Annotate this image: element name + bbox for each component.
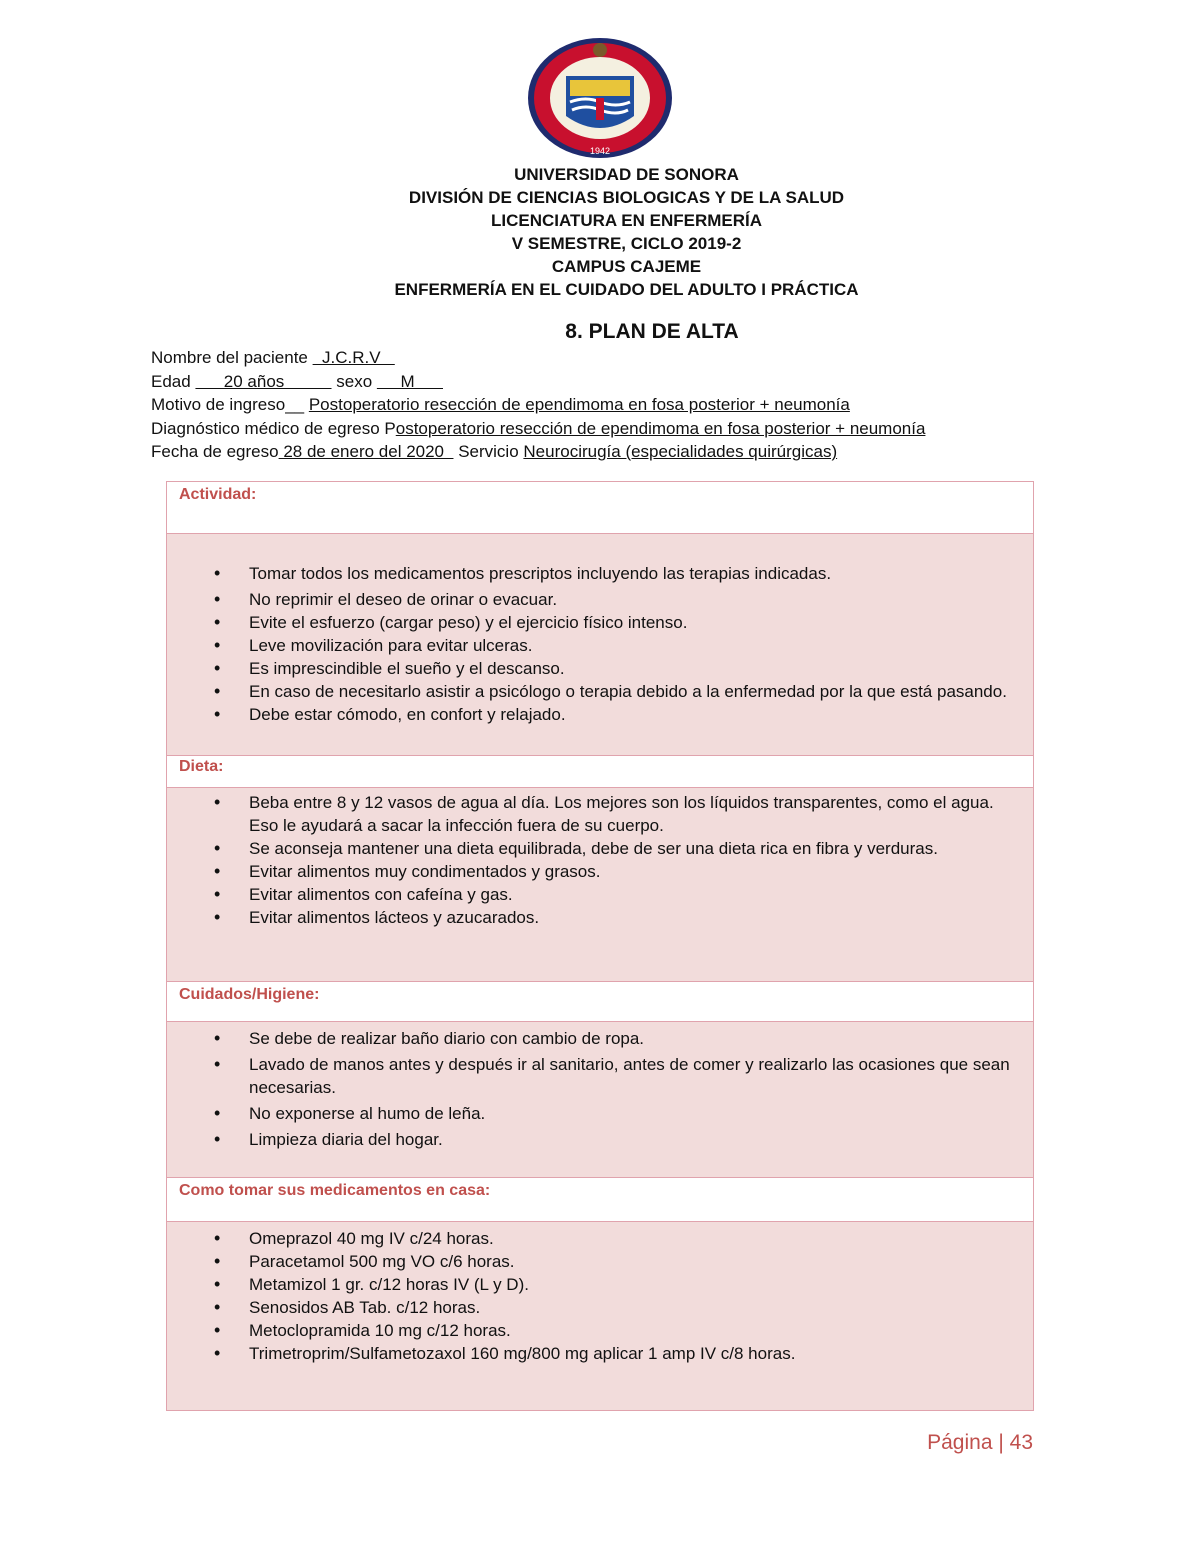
campus-name: CAMPUS CAJEME xyxy=(551,257,702,276)
section-title-hygiene: Cuidados/Higiene: xyxy=(179,986,320,1003)
degree-name: LICENCIATURA EN ENFERMERÍA xyxy=(490,211,763,230)
list-item: • Paracetamol 500 mg VO c/6 horas. xyxy=(167,1250,1033,1273)
service-value: Neurocirugía (especialidades quirúrgicas) xyxy=(523,442,838,461)
page-number: 43 xyxy=(1009,1431,1033,1454)
list-item: • Limpieza diaria del hogar. xyxy=(167,1128,1033,1151)
list-item: • Evite el esfuerzo (cargar peso) y el ejercicio físico intenso. xyxy=(167,611,1033,634)
discharge-diagnosis-line xyxy=(151,417,925,441)
discharge-diagnosis-label: Diagnóstico médico de egreso P xyxy=(151,418,396,438)
patient-info xyxy=(151,346,925,464)
section-header-diet xyxy=(167,756,1033,788)
list-item: • No exponerse al humo de leña. xyxy=(167,1102,1033,1125)
section-body-hygiene xyxy=(167,1022,1033,1178)
page-label: Página | xyxy=(927,1431,1010,1454)
list-item: • Evitar alimentos lácteos y azucarados. xyxy=(167,906,1033,929)
hygiene-list xyxy=(167,1027,1033,1151)
admission-reason-label: Motivo de ingreso xyxy=(151,395,286,414)
admission-reason-line xyxy=(151,393,925,417)
section-header-medications xyxy=(167,1178,1033,1222)
section-body-activity xyxy=(167,534,1033,756)
course-name: ENFERMERÍA EN EL CUIDADO DEL ADULTO I PRÁCTICA xyxy=(394,280,859,299)
patient-name-line xyxy=(151,346,925,370)
medications-list xyxy=(167,1227,1033,1365)
section-title-activity: Actividad: xyxy=(179,486,257,503)
service-label: Servicio xyxy=(453,442,524,461)
discharge-date-label: Fecha de egreso xyxy=(151,442,279,461)
list-item: • Omeprazol 40 mg IV c/24 horas. xyxy=(167,1227,1033,1250)
list-item: • Trimetroprim/Sulfametozaxol 160 mg/800 mg aplicar 1 amp IV c/8 horas. xyxy=(167,1342,1033,1365)
sex-value: M xyxy=(376,371,443,391)
list-item: • Metoclopramida 10 mg c/12 horas. xyxy=(167,1319,1033,1342)
section-title-diet: Dieta: xyxy=(179,758,224,775)
document-header xyxy=(0,163,1200,301)
list-item: • Senosidos AB Tab. c/12 horas. xyxy=(167,1296,1033,1319)
list-item: • Beba entre 8 y 12 vasos de agua al día. Los mejores son los líquidos transparentes, como el agua. Eso le ayudará a sacar la infección fuera de su cuerpo. xyxy=(167,791,1033,837)
section-header-activity xyxy=(167,482,1033,534)
sex-label: sexo xyxy=(331,371,377,391)
section-body-medications xyxy=(167,1222,1033,1410)
list-item: • Evitar alimentos con cafeína y gas. xyxy=(167,883,1033,906)
document-title: 8. PLAN DE ALTA xyxy=(565,320,739,343)
section-body-diet xyxy=(167,788,1033,982)
list-item: • Leve movilización para evitar ulceras. xyxy=(167,634,1033,657)
discharge-date-value: 28 de enero del 2020 xyxy=(278,442,454,461)
semester-cycle: V SEMESTRE, CICLO 2019-2 xyxy=(511,234,742,253)
list-item: • Se debe de realizar baño diario con cambio de ropa. xyxy=(167,1027,1033,1050)
discharge-diagnosis-value: ostoperatorio resección de ependimoma en fosa posterior + neumonía xyxy=(395,418,926,438)
age-label: Edad xyxy=(151,371,196,391)
list-item: • En caso de necesitarlo asistir a psicólogo o terapia debido a la enfermedad por la que está pasando. xyxy=(167,680,1033,703)
patient-name-value: J.C.R.V xyxy=(312,348,395,367)
age-sex-line xyxy=(151,370,925,394)
university-seal-logo xyxy=(526,36,674,160)
section-title-medications: Como tomar sus medicamentos en casa: xyxy=(179,1182,491,1199)
discharge-date-line xyxy=(151,440,925,464)
list-item: • Es imprescindible el sueño y el descanso. xyxy=(167,657,1033,680)
diet-list xyxy=(167,791,1033,929)
division-name: DIVISIÓN DE CIENCIAS BIOLOGICAS Y DE LA SALUD xyxy=(408,188,845,207)
svg-text:1942: 1942 xyxy=(589,146,611,156)
section-header-hygiene xyxy=(167,982,1033,1022)
university-name: UNIVERSIDAD DE SONORA xyxy=(514,165,739,184)
page-footer xyxy=(927,1431,1033,1455)
patient-name-label: Nombre del paciente xyxy=(151,348,313,367)
discharge-plan-table xyxy=(166,481,1034,1411)
activity-list xyxy=(167,562,1033,726)
list-item: • Evitar alimentos muy condimentados y grasos. xyxy=(167,860,1033,883)
list-item: • Lavado de manos antes y después ir al sanitario, antes de comer y realizarlo las ocasiones que sean necesarias. xyxy=(167,1053,1033,1099)
list-item: • No reprimir el deseo de orinar o evacuar. xyxy=(167,588,1033,611)
list-item: • Metamizol 1 gr. c/12 horas IV (L y D). xyxy=(167,1273,1033,1296)
list-item: • Se aconseja mantener una dieta equilibrada, debe de ser una dieta rica en fibra y verduras. xyxy=(167,837,1033,860)
admission-reason-blank: __ xyxy=(285,395,305,414)
list-item: • Debe estar cómodo, en confort y relajado. xyxy=(167,703,1033,726)
age-value: 20 años xyxy=(195,371,332,391)
admission-reason-value: Postoperatorio resección de ependimoma en fosa posterior + neumonía xyxy=(308,395,850,414)
list-item: • Tomar todos los medicamentos prescriptos incluyendo las terapias indicadas. xyxy=(167,562,1033,585)
